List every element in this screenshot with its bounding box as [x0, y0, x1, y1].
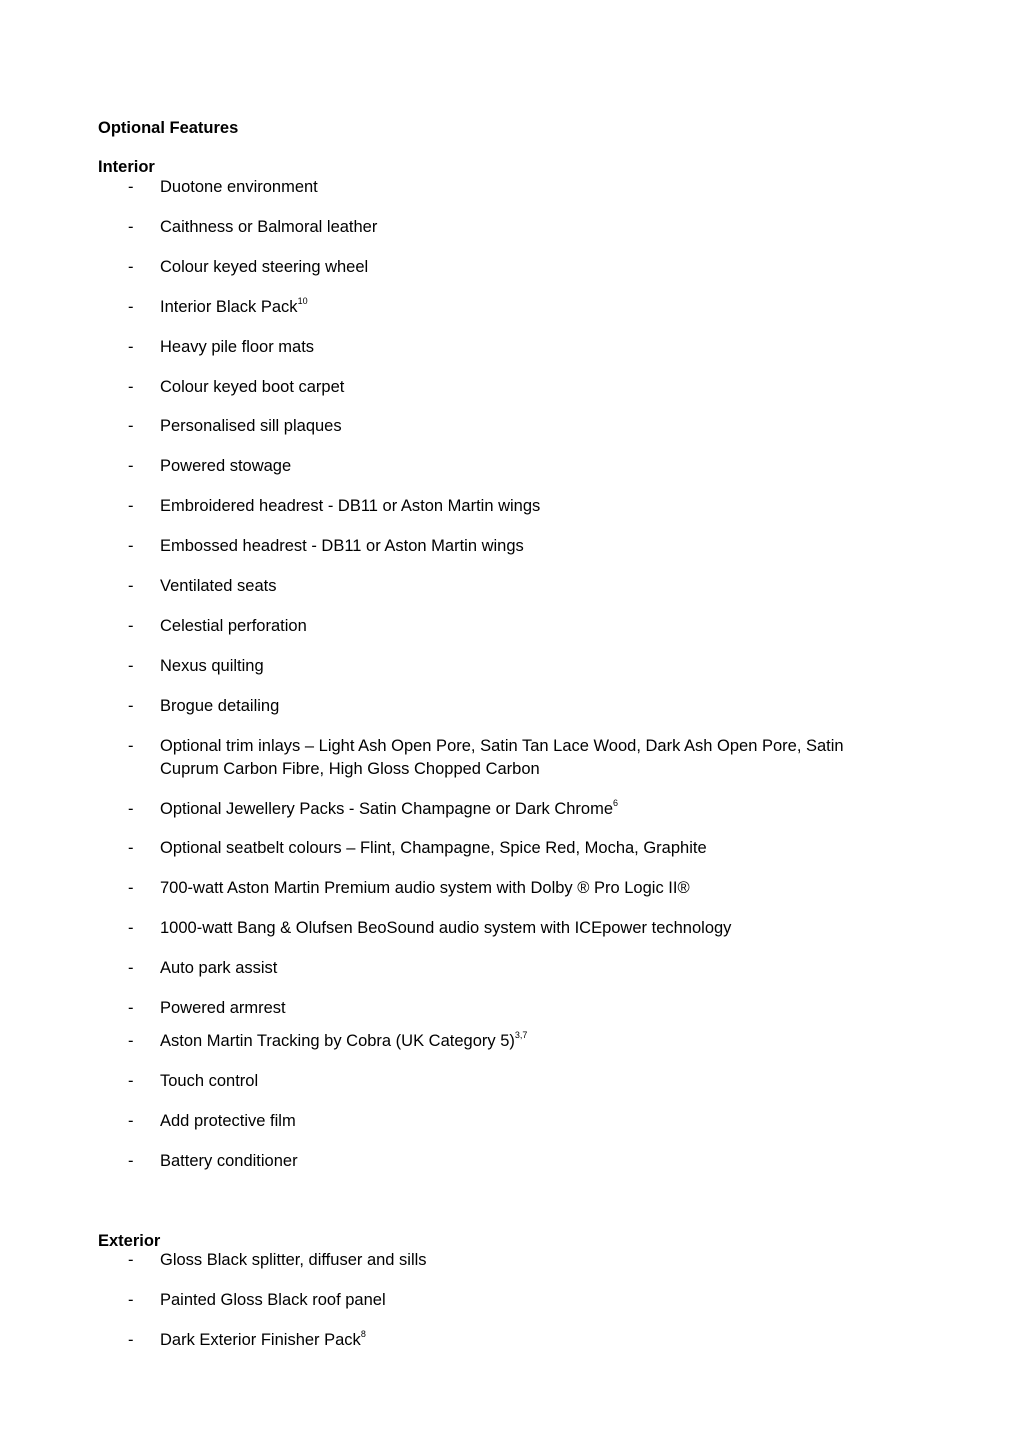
list-bullet: - [128, 879, 134, 897]
list-item: Painted Gloss Black roof panel [160, 1291, 386, 1309]
list-bullet: - [128, 218, 134, 236]
list-item: 700-watt Aston Martin Premium audio system with Dolby ® Pro Logic II® [160, 879, 690, 897]
list-item: Aston Martin Tracking by Cobra (UK Category 5)$^{3,7}$ [160, 1029, 528, 1050]
list-item: Nexus quilting [160, 657, 264, 675]
list-item: Interior Black Pack$^{10}$ [160, 295, 308, 316]
list-bullet: - [128, 617, 134, 635]
list-bullet: - [128, 258, 134, 276]
list-bullet: - [128, 1112, 134, 1130]
list-bullet: - [128, 800, 134, 818]
list-bullet: - [128, 657, 134, 675]
list-item: Optional Jewellery Packs - Satin Champagne or Dark Chrome$^6$ [160, 797, 619, 818]
list-item: Optional seatbelt colours – Flint, Champagne, Spice Red, Mocha, Graphite [160, 839, 707, 857]
list-bullet: - [128, 919, 134, 937]
list-item: Caithness or Balmoral leather [160, 218, 378, 236]
footnote-marker: 3,7 [514, 1029, 528, 1040]
list-item: 1000-watt Bang & Olufsen BeoSound audio system with ICEpower technology [160, 919, 732, 937]
list-item: Embroidered headrest - DB11 or Aston Martin wings [160, 497, 541, 515]
footnote-marker: 10 [297, 295, 308, 306]
list-bullet: - [128, 999, 134, 1017]
list-bullet: - [128, 839, 134, 857]
list-bullet: - [128, 378, 134, 396]
list-bullet: - [128, 959, 134, 977]
list-item: Ventilated seats [160, 577, 277, 595]
list-item: Powered stowage [160, 457, 292, 475]
list-item: Duotone environment [160, 178, 318, 196]
list-item: Colour keyed steering wheel [160, 258, 369, 276]
list-item: Brogue detailing [160, 697, 280, 715]
list-bullet: - [128, 1152, 134, 1170]
list-item: Gloss Black splitter, diffuser and sills [160, 1251, 427, 1269]
list-bullet: - [128, 338, 134, 356]
list-bullet: - [128, 737, 134, 755]
list-bullet: - [128, 497, 134, 515]
list-bullet: - [128, 697, 134, 715]
interior-heading: Interior [98, 158, 155, 176]
list-item: Powered armrest [160, 999, 286, 1017]
list-bullet: - [128, 1032, 134, 1050]
list-item: Dark Exterior Finisher Pack$^8$ [160, 1328, 366, 1349]
footnote-marker: 8 [360, 1328, 366, 1339]
document-title: Optional Features [98, 119, 239, 137]
list-item: Colour keyed boot carpet [160, 378, 345, 396]
list-bullet: - [128, 577, 134, 595]
list-item: Battery conditioner [160, 1152, 298, 1170]
list-bullet: - [128, 457, 134, 475]
list-bullet: - [128, 1291, 134, 1309]
list-item: Touch control [160, 1072, 259, 1090]
list-bullet: - [128, 537, 134, 555]
exterior-heading: Exterior [98, 1232, 161, 1250]
list-item-continuation: Cuprum Carbon Fibre, High Gloss Chopped Carbon [160, 760, 540, 778]
list-bullet: - [128, 1251, 134, 1269]
list-item: Personalised sill plaques [160, 417, 342, 435]
list-item: Auto park assist [160, 959, 278, 977]
list-item: Optional trim inlays – Light Ash Open Pore, Satin Tan Lace Wood, Dark Ash Open Pore, Satin [160, 737, 844, 755]
list-item: Celestial perforation [160, 617, 307, 635]
list-bullet: - [128, 178, 134, 196]
list-item: Heavy pile floor mats [160, 338, 315, 356]
footnote-marker: 6 [613, 797, 619, 808]
list-item: Add protective film [160, 1112, 296, 1130]
list-bullet: - [128, 1072, 134, 1090]
list-bullet: - [128, 417, 134, 435]
list-item: Embossed headrest - DB11 or Aston Martin wings [160, 537, 524, 555]
list-bullet: - [128, 1331, 134, 1349]
list-bullet: - [128, 298, 134, 316]
